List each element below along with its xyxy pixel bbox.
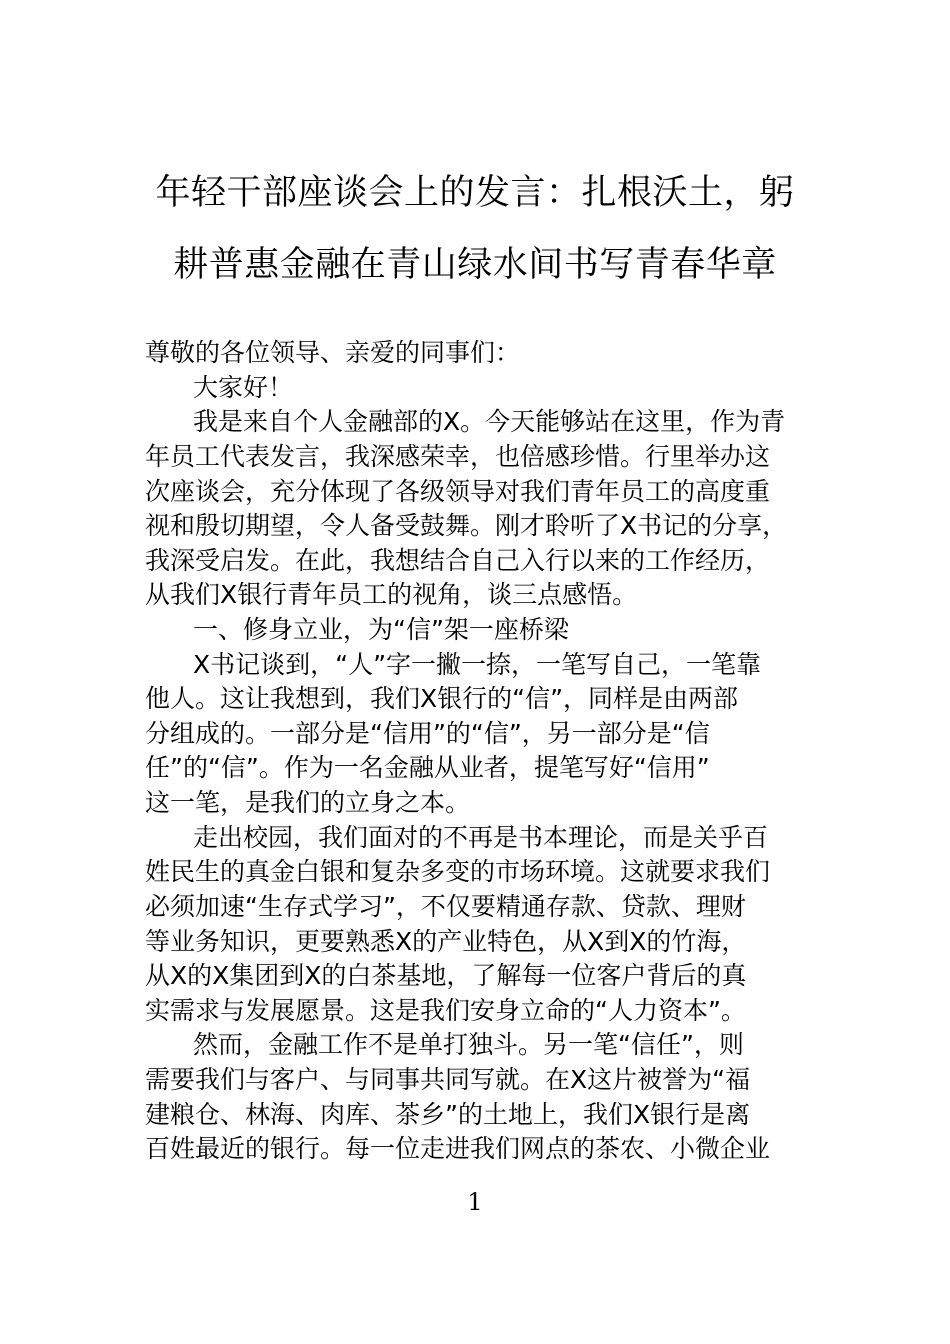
paragraph-line: X书记谈到，“人”字一撇一捺，一笔写自己，一笔靠 <box>193 650 762 679</box>
paragraph-line: 次座谈会，充分体现了各级领导对我们青年员工的高度重 <box>145 477 771 506</box>
paragraph-line: 这一笔，是我们的立身之本。 <box>145 788 471 817</box>
paragraph-line: 从X的X集团到X的白茶基地，了解每一位客户背后的真 <box>145 961 747 990</box>
paragraph-line: 年员工代表发言，我深感荣幸，也倍感珍惜。行里举办这 <box>145 442 771 471</box>
document-title-line-2: 耕普惠金融在青山绿水间书写青春华章 <box>173 245 777 285</box>
paragraph-line: 我深受启发。在此，我想结合自己入行以来的工作经历， <box>145 546 771 575</box>
paragraph-line: 必须加速“生存式学习”，不仅要精通存款、贷款、理财 <box>145 892 746 921</box>
document-title-line-1: 年轻干部座谈会上的发言：扎根沃土，躬 <box>155 173 795 213</box>
paragraph-line: 然而，金融工作不是单打独斗。另一笔“信任”，则 <box>193 1030 744 1059</box>
paragraph-line: 需要我们与客户、与同事共同写就。在X这片被誉为“福 <box>145 1065 751 1094</box>
paragraph-line: 建粮仓、林海、肉库、茶乡”的土地上，我们X银行是离 <box>145 1100 751 1129</box>
paragraph-line: 他人。这让我想到，我们X银行的“信”，同样是由两部 <box>145 684 739 713</box>
paragraph-line: 百姓最近的银行。每一位走进我们网点的茶农、小微企业 <box>145 1134 771 1163</box>
paragraph-line: 等业务知识，更要熟悉X的产业特色，从X到X的竹海， <box>145 927 747 956</box>
greeting: 大家好！ <box>193 373 294 402</box>
paragraph-line: 我是来自个人金融部的X。今天能够站在这里，作为青 <box>193 407 786 436</box>
paragraph-line: 实需求与发展愿景。这是我们安身立命的“人力资本”。 <box>145 996 746 1025</box>
section-heading: 一、修身立业，为“信”架一座桥梁 <box>193 615 569 644</box>
paragraph-line: 姓民生的真金白银和复杂多变的市场环境。这就要求我们 <box>145 857 771 886</box>
paragraph-line: 任”的“信”。作为一名金融从业者，提笔写好“信用” <box>145 753 710 782</box>
paragraph-line: 走出校园，我们面对的不再是书本理论，而是关乎百 <box>193 823 769 852</box>
salutation: 尊敬的各位领导、亲爱的同事们： <box>145 338 521 367</box>
paragraph-line: 从我们X银行青年员工的视角，谈三点感悟。 <box>145 580 638 609</box>
paragraph-line: 分组成的。一部分是“信用”的“信”，另一部分是“信 <box>145 719 710 748</box>
paragraph-line: 视和殷切期望，令人备受鼓舞。刚才聆听了X书记的分享， <box>145 511 788 540</box>
page-number: 1 <box>467 1188 483 1216</box>
